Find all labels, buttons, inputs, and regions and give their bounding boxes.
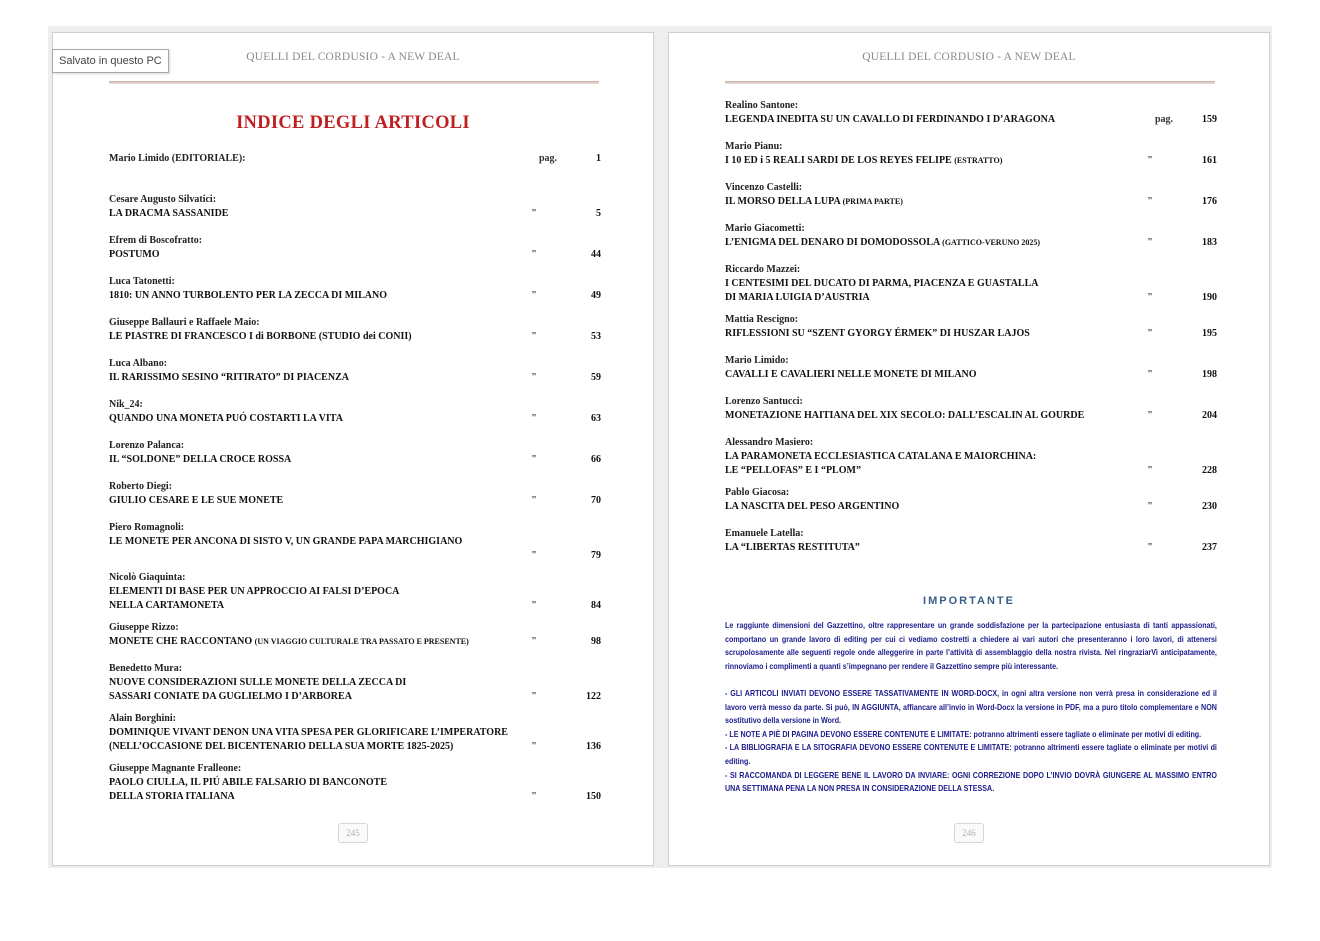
toc-page-number: 237 [1202,542,1217,553]
toc-entry [109,152,609,166]
toc-page-number: 198 [1202,369,1217,380]
toc-page-number: 195 [1202,328,1217,339]
toc-entry [109,712,609,754]
toc-article-title-text: 1810: UN ANNO TURBOLENTO PER LA ZECCA DI MILANO [109,290,388,301]
toc-page-number: 63 [591,413,601,424]
toc-author: Alain Borghini: [109,713,176,724]
toc-article-title-text: GIULIO CESARE E LE SUE MONETE [109,495,284,506]
toc-entry [109,275,609,303]
note-rules [725,687,1217,796]
toc-article-title [725,277,1225,291]
toc-entry [725,436,1225,478]
toc-article-title [109,535,609,549]
toc-author: Mario Limido (EDITORIALE): [109,153,246,164]
toc-article-title-text: QUANDO UNA MONETA PUÓ COSTARTI LA VITA [109,413,343,424]
toc-ditto-mark: " [531,600,537,611]
toc-author: Mario Limido: [725,355,789,366]
toc-page-number: 161 [1202,155,1217,166]
toc-page-number: 70 [591,495,601,506]
toc-article-title-text: I CENTESIMI DEL DUCATO DI PARMA, PIACENZA E GUASTALLA [725,278,1039,289]
toc-page-number: 150 [586,791,601,802]
toc-entry [725,181,1225,209]
toc-page-number: 176 [1202,196,1217,207]
toc-ditto-mark: " [531,249,537,260]
toc-author: Giuseppe Magnante Fralleone: [109,763,242,774]
toc-author: Alessandro Masiero: [725,437,814,448]
toc-entry [109,193,609,221]
header-rule [109,81,599,84]
toc-article-title-text: MONETAZIONE HAITIANA DEL XIX SECOLO: DALL’ESCALIN AL GOURDE [725,410,1085,421]
toc-entry [725,354,1225,382]
toc-author: Luca Albano: [109,358,168,369]
toc-article-title-text: POSTUMO [109,249,160,260]
toc-article-subtitle: (ESTRATTO) [954,156,1003,165]
toc-entry [109,762,609,804]
toc-author: Roberto Diegi: [109,481,173,492]
running-header: QUELLI DEL CORDUSIO - A NEW DEAL [862,51,1076,63]
toc-article-title-text: SASSARI CONIATE DA GUGLIELMO I D’ARBOREA [109,691,352,702]
toc-entry [725,395,1225,423]
toc-ditto-mark: " [1147,292,1153,303]
toc-page-number: 84 [591,600,601,611]
toc-author: Cesare Augusto Silvatici: [109,194,217,205]
toc-page-number: 230 [1202,501,1217,512]
toc-entry [725,140,1225,168]
toc-page-number: 183 [1202,237,1217,248]
toc-ditto-mark: " [531,331,537,342]
toc-entry [109,357,609,385]
toc-author: Giuseppe Ballauri e Raffaele Maio: [109,317,260,328]
toc-article-title-text: IL “SOLDONE” DELLA CROCE ROSSA [109,454,292,465]
toc-ditto-mark: " [531,691,537,702]
header-rule [725,81,1215,84]
toc-entry [725,99,1225,127]
toc-author: Nik_24: [109,399,143,410]
toc-entry [109,521,609,563]
toc-page-number: 53 [591,331,601,342]
toc-author: Riccardo Mazzei: [725,264,801,275]
toc-article-title-text: DOMINIQUE VIVANT DENON UNA VITA SPESA PER GLORIFICARE L’IMPERATORE [109,727,508,738]
toc-page-number: 79 [591,550,601,561]
toc-article-title-text: LE MONETE PER ANCONA DI SISTO V, UN GRANDE PAPA MARCHIGIANO [109,536,463,547]
toc-article-title-text: L’ENIGMA DEL DENARO DI DOMODOSSOLA [725,237,940,248]
toc-pag-label: pag. [1154,114,1173,125]
toc-ditto-mark: " [1147,196,1153,207]
toc-author: Pablo Giacosa: [725,487,790,498]
toc-author: Giuseppe Rizzo: [109,622,179,633]
toc-entry [725,263,1225,305]
toc-page-number: 5 [596,208,601,219]
toc-article-title-text: LE “PELLOFAS” E I “PLOM” [725,465,861,476]
toc-entry [109,439,609,467]
toc-entry [725,222,1225,250]
toc-article-title [109,776,609,790]
toc-ditto-mark: " [531,372,537,383]
toc-entry [725,486,1225,514]
toc-ditto-mark: " [531,454,537,465]
toc-article-title-text: NUOVE CONSIDERAZIONI SULLE MONETE DELLA ZECCA DI [109,677,407,688]
toc-title: INDICE DEGLI ARTICOLI [236,113,470,133]
toc-page-number: 136 [586,741,601,752]
importante-heading: IMPORTANTE [923,595,1015,607]
toc-entry [109,480,609,508]
toc-article-title-text: ELEMENTI DI BASE PER UN APPROCCIO AI FALSI D’EPOCA [109,586,400,597]
toc-article-title [109,726,609,740]
save-status-tooltip: Salvato in questo PC [52,49,169,73]
toc-author: Benedetto Mura: [109,663,183,674]
toc-article-title-text: IL MORSO DELLA LUPA [725,196,841,207]
running-header: QUELLI DEL CORDUSIO - A NEW DEAL [246,51,460,63]
toc-author: Piero Romagnoli: [109,522,185,533]
toc-ditto-mark: " [531,208,537,219]
toc-ditto-mark: " [531,550,537,561]
note-rule: - SI RACCOMANDA DI LEGGERE BENE IL LAVORO DA INVIARE: OGNI CORREZIONE DOPO L’INVIO DOVRÀ GIUNGERE AL MASSIMO ENTRO UNA SETTIMANA PENA LA NON PRESA IN CONSIDERAZIONE DELLA STESSA. [725,769,1217,794]
toc-author: Lorenzo Santucci: [725,396,803,407]
toc-entry [725,527,1225,555]
toc-ditto-mark: " [1147,155,1153,166]
toc-author: Mario Pianu: [725,141,783,152]
toc-article-title-text: PAOLO CIULLA, IL PIÚ ABILE FALSARIO DI BANCONOTE [109,777,388,788]
toc-ditto-mark: " [1147,369,1153,380]
note-rule: - GLI ARTICOLI INVIATI DEVONO ESSERE TASSATIVAMENTE IN WORD-DOCX, in ogni altra versione non verrà presa in considerazione ed il lavoro verrà messo da parte. Si può, IN AGGIUNTA, affiancare all’invio in Word-Docx la versione in PDF, ma a puro titolo complementare e NON sostitutivo della versione in Word. [725,688,1217,726]
toc-article-title-text: DELLA STORIA ITALIANA [109,791,235,802]
toc-page-number: 66 [591,454,601,465]
toc-page-number: 98 [591,636,601,647]
toc-ditto-mark: " [531,413,537,424]
toc-page-number: 204 [1202,410,1217,421]
toc-author: Luca Tatonetti: [109,276,175,287]
toc-author: Mattia Rescigno: [725,314,799,325]
toc-article-title-text: CAVALLI E CAVALIERI NELLE MONETE DI MILANO [725,369,977,380]
toc-ditto-mark: " [1147,542,1153,553]
toc-author: Emanuele Latella: [725,528,804,539]
toc-article-title [109,676,609,690]
toc-pag-label: pag. [538,153,557,164]
toc-article-title-text: LA NASCITA DEL PESO ARGENTINO [725,501,900,512]
toc-ditto-mark: " [531,741,537,752]
toc-article-title-text: RIFLESSIONI SU “SZENT GYORGY ÉRMEK” DI HUSZAR LAJOS [725,328,1030,339]
toc-article-title-text: LEGENDA INEDITA SU UN CAVALLO DI FERDINANDO I D’ARAGONA [725,114,1056,125]
toc-article-subtitle: (GATTICO-VERUNO 2025) [942,238,1041,247]
toc-ditto-mark: " [531,495,537,506]
toc-entry [109,621,609,649]
page-left [52,32,654,866]
page-number: 245 [338,823,368,843]
toc-page-number: 159 [1202,114,1217,125]
toc-ditto-mark: " [531,636,537,647]
toc-author: Realino Santone: [725,100,799,111]
toc-article-title-text: LA PARAMONETA ECCLESIASTICA CATALANA E MAIORCHINA: [725,451,1037,462]
toc-ditto-mark: " [1147,410,1153,421]
toc-article-title [725,450,1225,464]
toc-page-number: 59 [591,372,601,383]
toc-article-title-text: MONETE CHE RACCONTANO [109,636,253,647]
toc-article-title-text: IL RARISSIMO SESINO “RITIRATO” DI PIACENZA [109,372,349,383]
toc-ditto-mark: " [1147,465,1153,476]
toc-page-number: 122 [586,691,601,702]
note-intro-text: Le raggiunte dimensioni del Gazzettino, oltre rappresentare un grande soddisfazione per la partecipazione entusiasta di tanti appassionati, comportano un grande lavoro di editing per cui ci vediamo costretti a chiedere ai vari autori che presenteranno i loro lavori, di attenersi scrupolosamente alle seguenti regole onde alleggerire in parte l’attività di assemblaggio della nostra rivista. Nel ringraziarVi anticipatamente, rinnoviamo i complimenti a quanti s’impegnano per rendere il Gazzettino sempre più interessante. [725,620,1217,671]
note-rule: - LE NOTE A PIÈ DI PAGINA DEVONO ESSERE CONTENUTE E LIMITATE: potranno altrimenti essere tagliate o eliminate per motivi di editing. [725,728,1202,739]
toc-ditto-mark: " [1147,237,1153,248]
toc-author: Mario Giacometti: [725,223,805,234]
toc-author: Nicolò Giaquinta: [109,572,186,583]
page-number: 246 [954,823,984,843]
toc-page-number: 190 [1202,292,1217,303]
toc-article-title-text: LA DRACMA SASSANIDE [109,208,229,219]
page-right [668,32,1270,866]
toc-entry [109,398,609,426]
toc-article-title-text: LE PIASTRE DI FRANCESCO I di BORBONE (STUDIO dei CONII) [109,331,412,342]
toc-list-right [725,99,1225,568]
toc-article-subtitle: (UN VIAGGIO CULTURALE TRA PASSATO E PRESENTE) [254,637,469,646]
toc-entry [109,316,609,344]
toc-article-subtitle: (PRIMA PARTE) [842,197,903,206]
toc-entry [109,571,609,613]
toc-list-left [109,152,609,812]
toc-ditto-mark: " [531,791,537,802]
toc-article-title [109,585,609,599]
note-intro [725,619,1217,673]
toc-author: Vincenzo Castelli: [725,182,803,193]
toc-ditto-mark: " [1147,328,1153,339]
toc-page-number: 1 [596,153,601,164]
toc-ditto-mark: " [1147,501,1153,512]
toc-article-title-text: (NELL’OCCASIONE DEL BICENTENARIO DELLA SUA MORTE 1825-2025) [109,741,454,752]
toc-page-number: 228 [1202,465,1217,476]
toc-article-title-text: DI MARIA LUIGIA D’AUSTRIA [725,292,870,303]
toc-entry [109,234,609,262]
toc-article-title-text: NELLA CARTAMONETA [109,600,225,611]
toc-article-title-text: LA “LIBERTAS RESTITUTA” [725,542,860,553]
toc-page-number: 49 [591,290,601,301]
toc-entry [109,662,609,704]
toc-author: Lorenzo Palanca: [109,440,185,451]
toc-author: Efrem di Boscofratto: [109,235,203,246]
toc-page-number: 44 [591,249,601,260]
note-rule: - LA BIBLIOGRAFIA E LA SITOGRAFIA DEVONO ESSERE CONTENUTE E LIMITATE: potranno altrimenti essere tagliate o eliminate per motivi di editing. [725,742,1217,766]
toc-ditto-mark: " [531,290,537,301]
toc-article-title-text: I 10 ED i 5 REALI SARDI DE LOS REYES FELIPE [725,155,952,166]
toc-entry [725,313,1225,341]
